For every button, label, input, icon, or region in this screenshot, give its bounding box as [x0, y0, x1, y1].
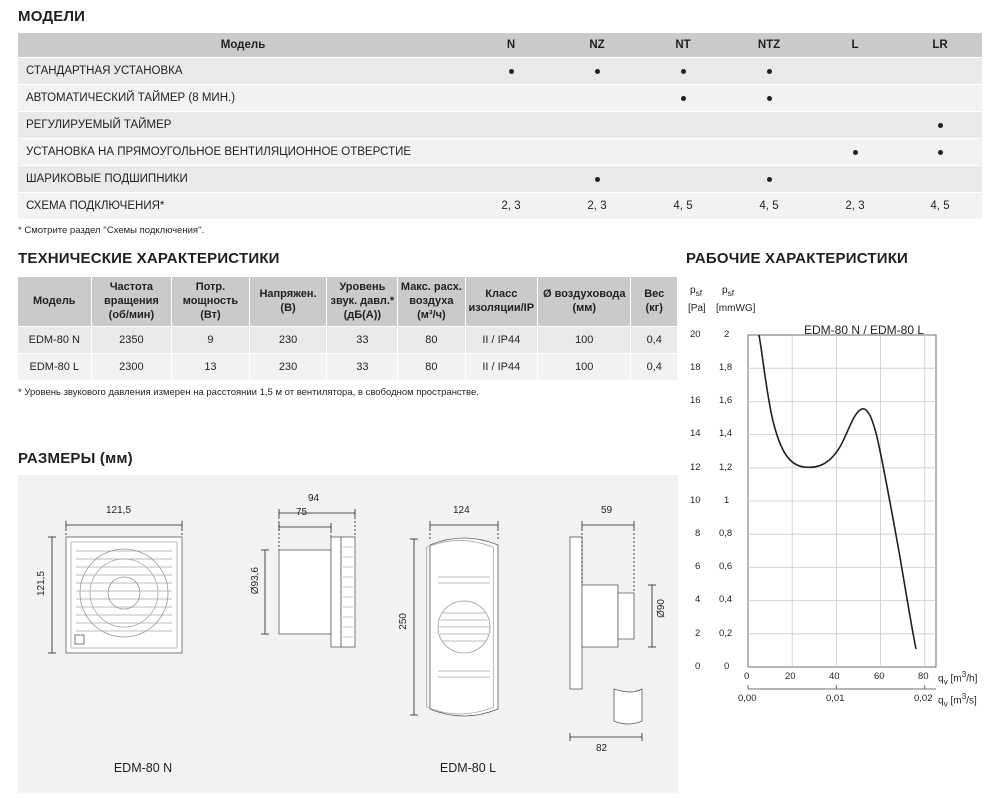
row-cell: 4, 5 [898, 193, 982, 220]
y-tick-right: 0 [724, 661, 730, 672]
row-cell [640, 112, 726, 139]
row-cell [898, 166, 982, 193]
models-footnote: * Смотрите раздел ''Схемы подключения''. [18, 225, 205, 236]
models-title: МОДЕЛИ [18, 8, 86, 25]
tech-col-weight [631, 277, 678, 327]
tech-col-power-unit: (Вт) [200, 308, 221, 321]
perf-title: РАБОЧИЕ ХАРАКТЕРИСТИКИ [686, 250, 909, 267]
models-col-nt: NT [640, 33, 726, 58]
row-label: АВТОМАТИЧЕСКИЙ ТАЙМЕР (8 МИН.) [18, 85, 468, 112]
row-cell [726, 166, 812, 193]
models-col-model: Модель [18, 33, 468, 58]
row-cell [812, 166, 898, 193]
row-cell: 33 [327, 327, 398, 354]
tech-col-duct [538, 277, 631, 327]
tech-col-ip [465, 277, 538, 327]
row-cell [468, 166, 554, 193]
models-section [18, 8, 982, 236]
row-cell [726, 58, 812, 85]
dimension-drawings-svg [18, 475, 678, 793]
y-tick-left: 0 [695, 661, 701, 672]
row-cell [812, 139, 898, 166]
table-row [18, 85, 982, 112]
row-cell [726, 139, 812, 166]
row-cell: 4, 5 [640, 193, 726, 220]
row-cell [554, 58, 640, 85]
row-cell [468, 58, 554, 85]
sizes-section [18, 450, 678, 793]
y-tick-left: 12 [690, 462, 701, 473]
y-tick-left: 2 [695, 628, 701, 639]
y-tick-left: 10 [690, 495, 701, 506]
row-cell: 13 [172, 354, 249, 381]
dim-l-diameter: Ø90 [656, 599, 667, 618]
dim-l-height: 250 [398, 613, 409, 630]
models-col-lr: LR [898, 33, 982, 58]
table-header-row [18, 33, 982, 58]
table-row [18, 327, 678, 354]
row-cell: EDM-80 N [18, 327, 91, 354]
y-axis-right-unit: [mmWG] [716, 303, 756, 314]
row-cell: 33 [327, 354, 398, 381]
y-tick-right: 0,2 [719, 628, 733, 639]
tech-col-power [172, 277, 249, 327]
table-row [18, 193, 982, 220]
row-cell [898, 139, 982, 166]
y-tick-left: 4 [695, 594, 701, 605]
dim-side-total: 94 [308, 493, 320, 504]
table-row [18, 354, 678, 381]
row-cell [640, 139, 726, 166]
bullet-dot [681, 96, 686, 101]
tech-col-noise-name: Уровень звук. давл.* [330, 281, 395, 307]
dim-front-height: 121,5 [36, 571, 47, 597]
row-cell [640, 85, 726, 112]
performance-chart [686, 277, 986, 717]
tech-col-ip-name: Класс изоляции/IP [468, 287, 535, 314]
tech-col-noise-unit: (дБ(А)) [343, 308, 382, 321]
y-axis-left-unit: [Pa] [688, 303, 706, 314]
x-tick: 60 [874, 671, 885, 682]
y-tick-right: 1,4 [719, 428, 733, 439]
y-tick-right: 1,6 [719, 395, 733, 406]
performance-section [686, 250, 986, 717]
row-cell [554, 139, 640, 166]
chart-title: EDM-80 N / EDM-80 L [804, 323, 925, 337]
x-tick: 80 [918, 671, 929, 682]
tech-col-airflow-name: Макс. расх. воздуха [400, 281, 462, 307]
row-cell [554, 112, 640, 139]
y-tick-right: 1,8 [719, 362, 733, 373]
tech-col-duct-name: Ø воздуховода [543, 287, 626, 300]
caption-edm80n: EDM-80 N [113, 761, 173, 775]
tech-col-airflow-unit: (м³/ч) [417, 308, 446, 321]
row-label: РЕГУЛИРУЕМЫЙ ТАЙМЕР [18, 112, 468, 139]
y-tick-left: 8 [695, 528, 701, 539]
y-axis-right-label: $p_{sf}$ [722, 285, 735, 298]
x-tick: 40 [829, 671, 840, 682]
dim-side-body: 75 [296, 507, 308, 518]
y-tick-right: 0,4 [719, 594, 733, 605]
row-cell [898, 58, 982, 85]
y-tick-left: 18 [690, 362, 701, 373]
models-col-l: L [812, 33, 898, 58]
bullet-dot [595, 177, 600, 182]
dim-duct-diameter: Ø93,6 [250, 567, 261, 595]
row-cell [554, 85, 640, 112]
tech-table-head [18, 277, 678, 327]
row-cell [468, 112, 554, 139]
row-cell [468, 139, 554, 166]
row-cell [812, 112, 898, 139]
tech-col-duct-unit: (мм) [572, 301, 597, 314]
x-axis-secondary-label: $q_v$ $[m^3/s]$ [938, 691, 977, 709]
tech-col-voltage [249, 277, 327, 327]
dim-l-depth: 82 [596, 743, 608, 754]
y-tick-left: 6 [695, 561, 701, 572]
tech-col-model-name: Модель [32, 294, 76, 307]
tech-col-voltage-unit: (В) [280, 301, 296, 314]
tech-title: ТЕХНИЧЕСКИЕ ХАРАКТЕРИСТИКИ [18, 250, 280, 267]
table-header-row [18, 277, 678, 327]
x2-tick: 0,01 [826, 693, 845, 704]
y-tick-right: 2 [724, 329, 730, 340]
bullet-dot [938, 123, 943, 128]
bullet-dot [509, 69, 514, 74]
row-cell [640, 58, 726, 85]
row-cell [468, 85, 554, 112]
tech-col-weight-unit: (кг) [645, 301, 663, 314]
models-col-nz: NZ [554, 33, 640, 58]
row-cell [898, 85, 982, 112]
y-tick-right: 0,8 [719, 528, 733, 539]
bullet-dot [595, 69, 600, 74]
models-col-n: N [468, 33, 554, 58]
tech-table [18, 277, 678, 381]
row-cell [812, 58, 898, 85]
row-cell [554, 166, 640, 193]
tech-table-body [18, 327, 678, 381]
table-row [18, 58, 982, 85]
tech-col-weight-name: Вес [644, 287, 665, 300]
x-tick: 0 [744, 671, 750, 682]
row-cell: II / IP44 [465, 327, 538, 354]
dim-l-width: 124 [453, 505, 470, 516]
caption-edm80l: EDM-80 L [439, 761, 497, 775]
tech-col-speed [91, 277, 172, 327]
tech-col-voltage-name: Напряжен. [259, 287, 317, 300]
tech-section [18, 250, 678, 398]
row-cell: 230 [249, 327, 327, 354]
x2-tick: 0,02 [914, 693, 933, 704]
row-cell: EDM-80 L [18, 354, 91, 381]
y-tick-right: 0,6 [719, 561, 733, 572]
bullet-dot [767, 69, 772, 74]
tech-col-power-name: Потр. мощность [182, 281, 239, 307]
tech-footnote: * Уровень звукового давления измерен на расстоянии 1,5 м от вентилятора, в свободном пространстве. [18, 387, 479, 399]
row-cell [812, 85, 898, 112]
tech-col-airflow [398, 277, 465, 327]
row-label: СТАНДАРТНАЯ УСТАНОВКА [18, 58, 468, 85]
bullet-dot [767, 96, 772, 101]
x-tick: 20 [785, 671, 796, 682]
row-cell: 2, 3 [812, 193, 898, 220]
row-label: ШАРИКОВЫЕ ПОДШИПНИКИ [18, 166, 468, 193]
row-cell: 2350 [91, 327, 172, 354]
row-cell: 100 [538, 354, 631, 381]
bullet-dot [681, 69, 686, 74]
dim-front-width: 121,5 [106, 505, 132, 516]
table-row [18, 112, 982, 139]
sizes-title: РАЗМЕРЫ (мм) [18, 450, 133, 467]
y-tick-left: 16 [690, 395, 701, 406]
row-cell [640, 166, 726, 193]
row-cell [726, 112, 812, 139]
sizes-drawings [18, 475, 678, 793]
y-axis-left-label: $p_{sf}$ [690, 285, 703, 298]
x-axis-label: $q_v$ $[m^3/h]$ [938, 669, 978, 687]
tech-col-model [18, 277, 91, 327]
row-cell: 2300 [91, 354, 172, 381]
row-label: УСТАНОВКА НА ПРЯМОУГОЛЬНОЕ ВЕНТИЛЯЦИОННОЕ ОТВЕРСТИЕ [18, 139, 468, 166]
models-table [18, 33, 982, 220]
dim-l-side: 59 [601, 505, 613, 516]
row-cell: 2, 3 [468, 193, 554, 220]
tech-col-noise [327, 277, 398, 327]
tech-col-speed-unit: (об/мин) [108, 308, 155, 321]
y-tick-left: 14 [690, 428, 701, 439]
row-cell: 230 [249, 354, 327, 381]
row-cell: 100 [538, 327, 631, 354]
performance-chart-svg [686, 277, 986, 717]
row-label: СХЕМА ПОДКЛЮЧЕНИЯ* [18, 193, 468, 220]
tech-col-speed-name: Частота вращения [103, 281, 159, 307]
x2-tick: 0,00 [738, 693, 757, 704]
row-cell: 9 [172, 327, 249, 354]
row-cell: 80 [398, 354, 465, 381]
row-cell: 0,4 [631, 327, 678, 354]
table-row [18, 166, 982, 193]
row-cell: 0,4 [631, 354, 678, 381]
models-table-body [18, 58, 982, 220]
y-tick-right: 1,2 [719, 462, 733, 473]
row-cell: 4, 5 [726, 193, 812, 220]
models-table-head [18, 33, 982, 58]
bullet-dot [938, 150, 943, 155]
y-tick-right: 1 [724, 495, 730, 506]
models-col-ntz: NTZ [726, 33, 812, 58]
y-tick-left: 20 [690, 329, 701, 340]
row-cell: II / IP44 [465, 354, 538, 381]
bullet-dot [767, 177, 772, 182]
row-cell: 80 [398, 327, 465, 354]
row-cell [726, 85, 812, 112]
table-row [18, 139, 982, 166]
bullet-dot [853, 150, 858, 155]
row-cell: 2, 3 [554, 193, 640, 220]
row-cell [898, 112, 982, 139]
